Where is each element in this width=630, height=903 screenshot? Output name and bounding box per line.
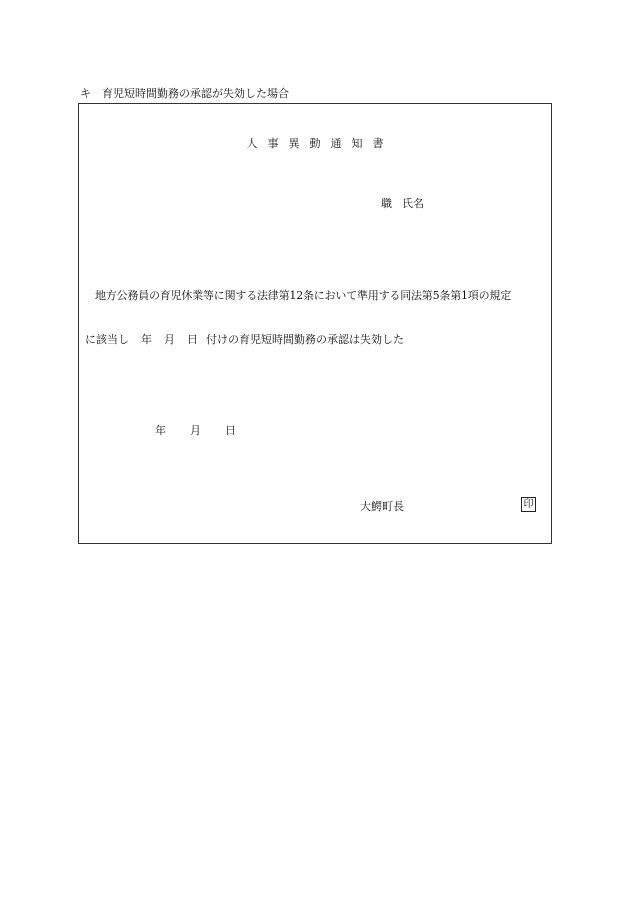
issue-day-label: 日 bbox=[225, 424, 236, 437]
issue-month-label: 月 bbox=[190, 424, 201, 437]
body-clause-start: に該当し bbox=[85, 333, 129, 346]
item-mark: キ bbox=[80, 87, 91, 100]
issue-year-label: 年 bbox=[155, 424, 166, 437]
body-month-label: 月 bbox=[164, 333, 175, 346]
recipient-block bbox=[381, 195, 424, 211]
notice-body-line-2 bbox=[85, 331, 404, 347]
body-day-label: 日 bbox=[187, 333, 198, 346]
body-clause-end: 付けの育児短時間勤務の承認は失効した bbox=[206, 333, 404, 346]
section-heading bbox=[80, 86, 289, 102]
notice-form-frame bbox=[78, 103, 552, 544]
issuer-name: 大鰐町長 bbox=[360, 500, 404, 513]
recipient-name-label: 氏名 bbox=[402, 197, 424, 210]
issue-date bbox=[155, 422, 236, 438]
section-title: 育児短時間勤務の承認が失効した場合 bbox=[102, 87, 289, 100]
recipient-position-label: 職 bbox=[381, 197, 392, 210]
notice-body-line-1: 地方公務員の育児休業等に関する法律第12条において準用する同法第5条第1項の規定 bbox=[95, 289, 511, 302]
body-year-label: 年 bbox=[141, 333, 152, 346]
seal-mark: 印 bbox=[521, 497, 536, 512]
notice-title: 人事異動通知書 bbox=[246, 137, 394, 150]
